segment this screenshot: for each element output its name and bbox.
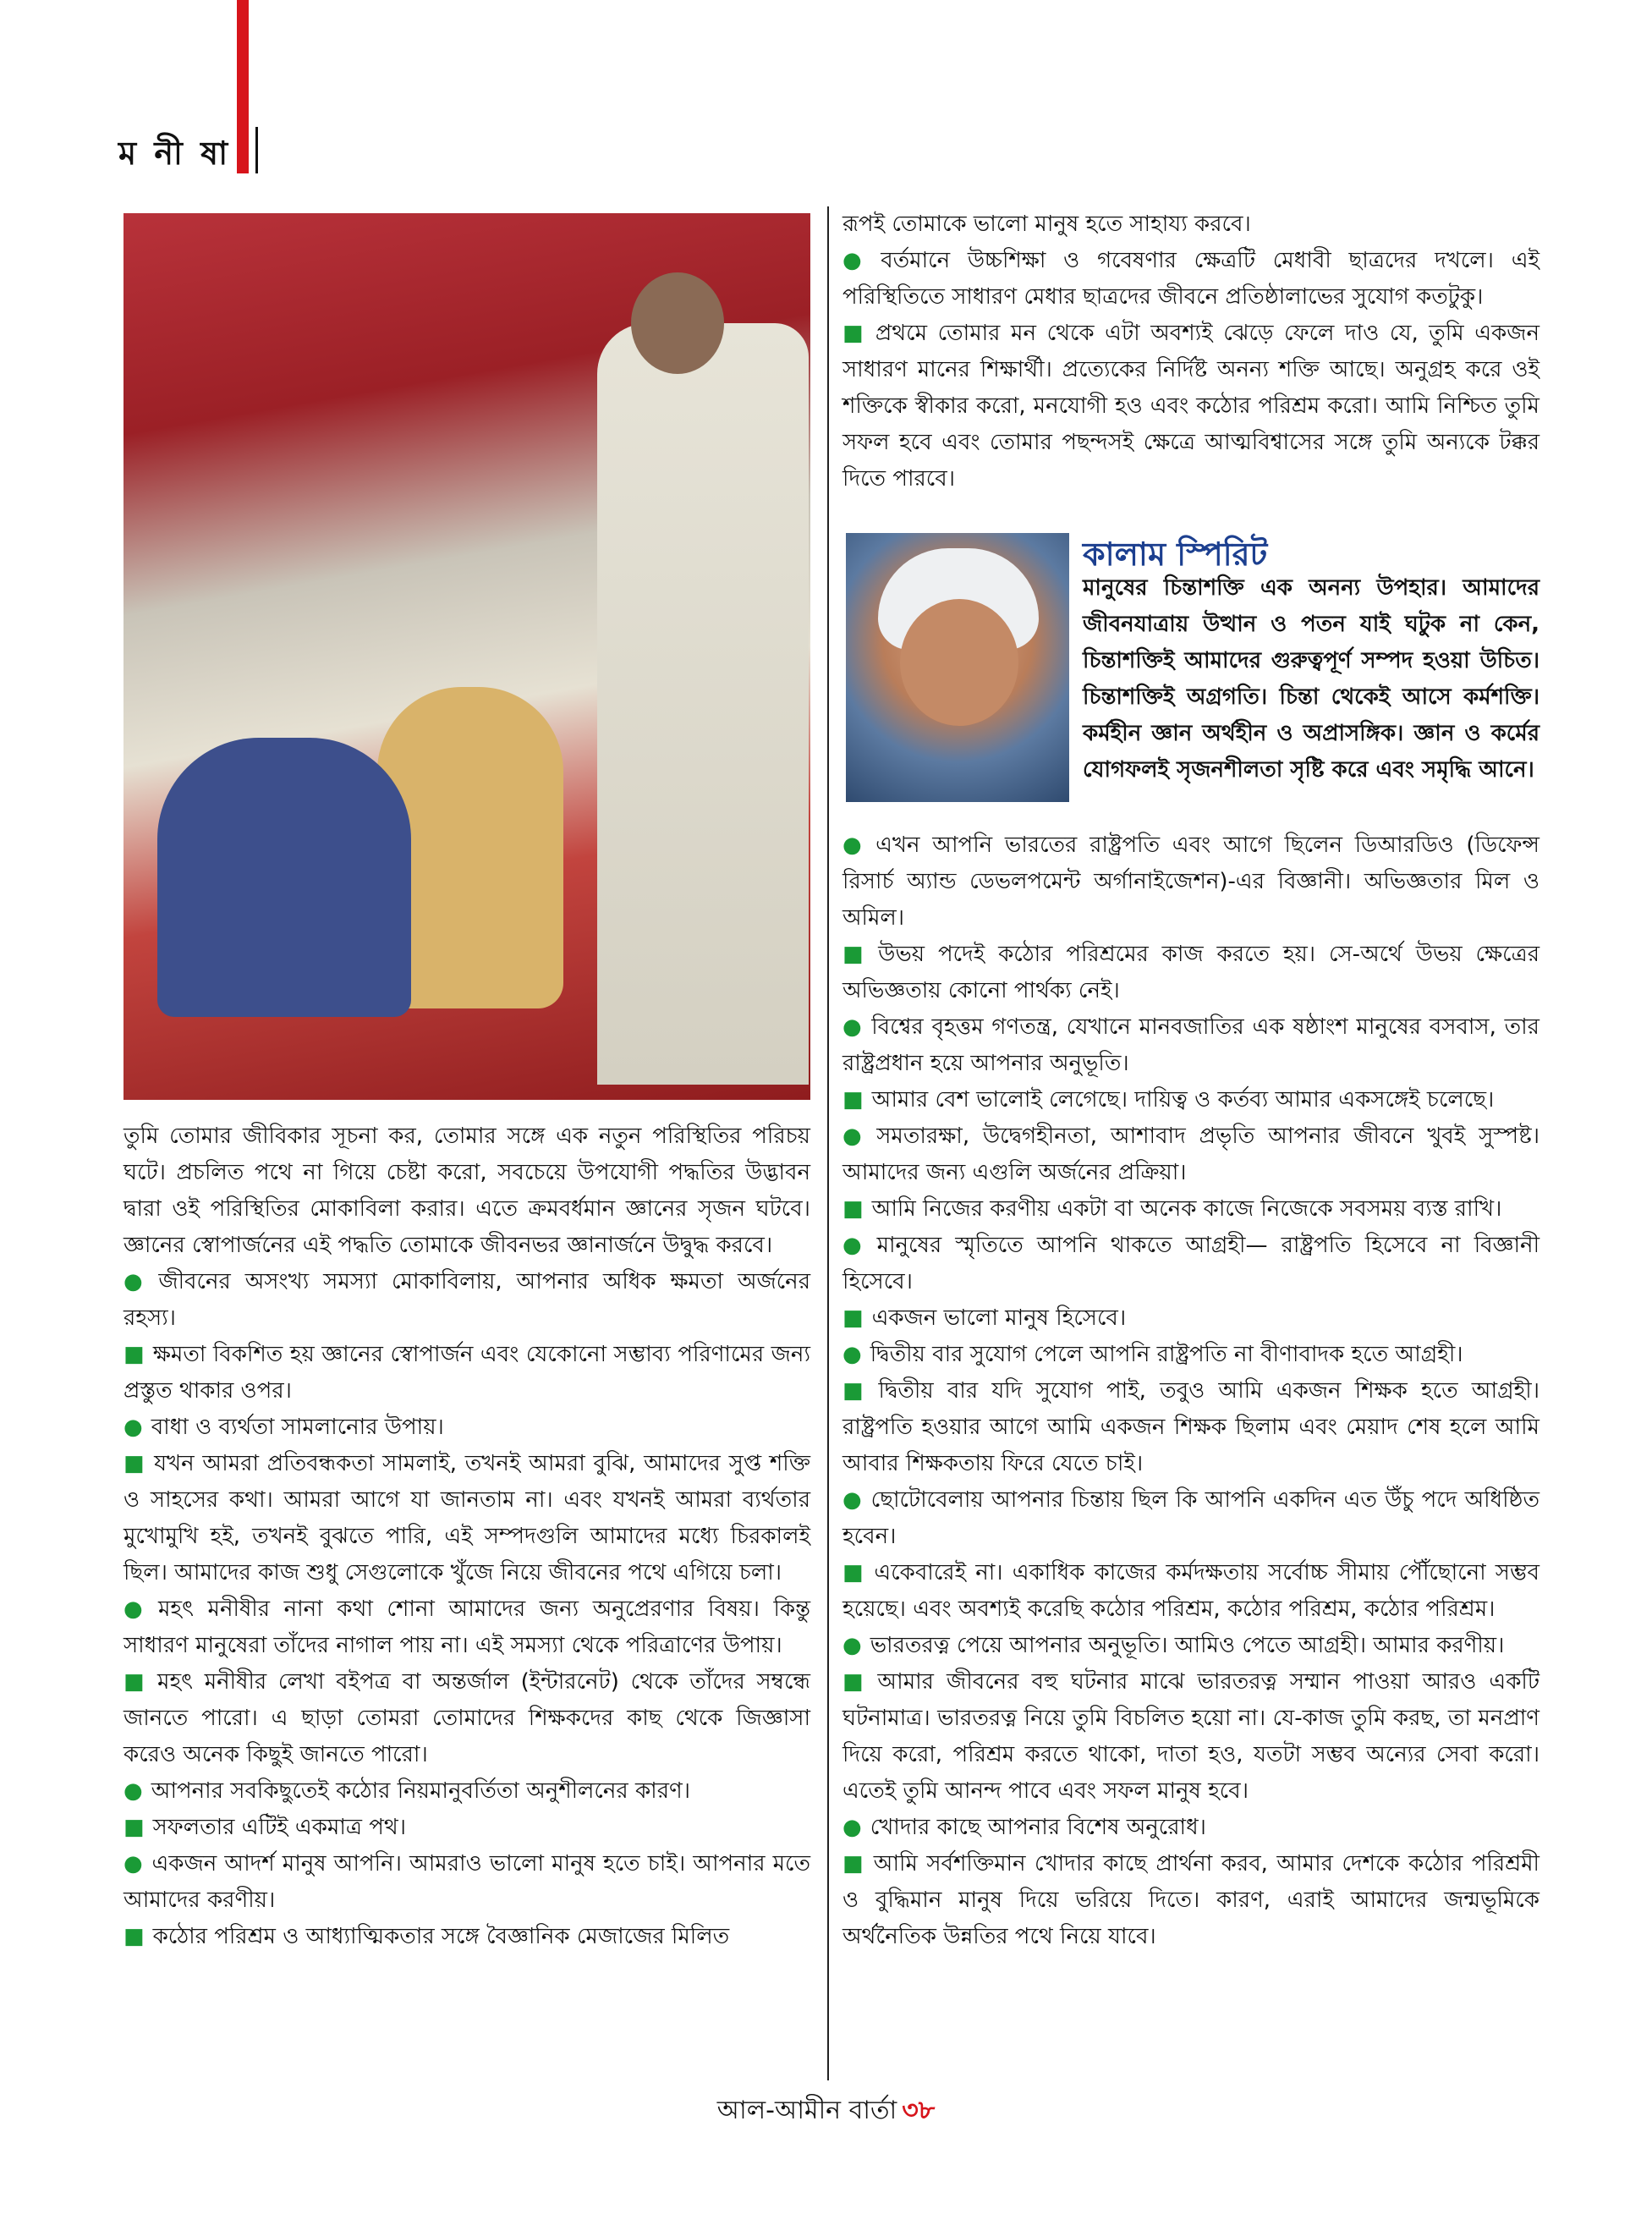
- question-paragraph: ● সমতারক্ষা, উদ্বেগহীনতা, আশাবাদ প্রভৃতি আপনার জীবনে খুবই সুস্পষ্ট। আমাদের জন্য এগুলি অর্জনের প্রক্রিয়া।: [842, 1118, 1539, 1191]
- question-paragraph: ● আপনার সবকিছুতেই কঠোর নিয়মানুবর্তিতা অনুশীলনের কারণ।: [123, 1773, 810, 1810]
- page-footer: [0, 2090, 1652, 2133]
- kalam-spirit-box: [846, 533, 1539, 812]
- page-number: ৩৮: [902, 2096, 936, 2125]
- answer-paragraph: ■ একেবারেই না। একাধিক কাজের কর্মদক্ষতায় সর্বোচ্চ সীমায় পৌঁছোনো সম্ভব হয়েছে। এবং অবশ্যই করেছি কঠোর পরিশ্রম, কঠোর পরিশ্রম, কঠোর পরিশ্রম।: [842, 1555, 1539, 1628]
- kalam-portrait: [846, 533, 1069, 802]
- text-paragraph: তুমি তোমার জীবিকার সূচনা কর, তোমার সঙ্গে এক নতুন পরিস্থিতির পরিচয় ঘটে। প্রচলিত পথে না গিয়ে চেষ্টা করো, সবচেয়ে উপযোগী পদ্ধতির উদ্ভাবন দ্বারা ওই পরিস্থিতির মোকাবিলা করার। এতে ক্রমবর্ধমান জ্ঞানের সৃজন ঘটবে। জ্ঞানের স্বোপার্জনের এই পদ্ধতি তোমাকে জীবনভর জ্ঞানার্জনে উদ্বুদ্ধ করবে।: [123, 1124, 810, 1258]
- question-paragraph: ● একজন আদর্শ মানুষ আপনি। আমরাও ভালো মানুষ হতে চাই। আপনার মতে আমাদের করণীয়।: [123, 1846, 810, 1919]
- question-paragraph: ● বর্তমানে উচ্চশিক্ষা ও গবেষণার ক্ষেত্রটি মেধাবী ছাত্রদের দখলে। এই পরিস্থিতিতে সাধারণ মেধার ছাত্রদের জীবনে প্রতিষ্ঠালাভের সুযোগ কতটুকু।: [842, 243, 1539, 316]
- answer-paragraph: ■ আমি সর্বশক্তিমান খোদার কাছে প্রার্থনা করব, আমার দেশকে কঠোর পরিশ্রমী ও বুদ্ধিমান মানুষ দিয়ে ভরিয়ে দিতে। কারণ, এরাই আমাদের জন্মভূমিকে অর্থনৈতিক উন্নতির পথে নিয়ে যাবে।: [842, 1846, 1539, 1955]
- spirit-title: কালাম স্পিরিট: [1083, 536, 1268, 573]
- answer-paragraph: ■ সফলতার এটিই একমাত্র পথ।: [123, 1810, 810, 1846]
- answer-paragraph: ■ দ্বিতীয় বার যদি সুযোগ পাই, তবুও আমি একজন শিক্ষক হতে আগ্রহী। রাষ্ট্রপতি হওয়ার আগে আমি একজন শিক্ষক ছিলাম এবং মেয়াদ শেষ হলে আমি আবার শিক্ষকতায় ফিরে যেতে চাই।: [842, 1373, 1539, 1482]
- section-title: ম নী ষা: [118, 135, 232, 172]
- question-paragraph: ● এখন আপনি ভারতের রাষ্ট্রপতি এবং আগে ছিলেন ডিআরডিও (ডিফেন্স রিসার্চ অ্যান্ড ডেভলপমেন্ট অর্গানাইজেশন)-এর বিজ্ঞানী। অভিজ্ঞতার মিল ও অমিল।: [842, 827, 1539, 937]
- question-paragraph: ● ভারতরত্ন পেয়ে আপনার অনুভূতি। আমিও পেতে আগ্রহী। আমার করণীয়।: [842, 1628, 1539, 1664]
- answer-paragraph: ■ আমার বেশ ভালোই লেগেছে। দায়িত্ব ও কর্তব্য আমার একসঙ্গেই চলেছে।: [842, 1082, 1539, 1118]
- column-divider: [827, 206, 829, 2080]
- publication-name: আল-আমীন বার্তা: [716, 2096, 897, 2125]
- right-column-bottom: [842, 827, 1539, 1955]
- red-accent-bar: [237, 0, 249, 173]
- question-paragraph: ● বিশ্বের বৃহত্তম গণতন্ত্র, যেখানে মানবজাতির এক ষষ্ঠাংশ মানুষের বসবাস, তার রাষ্ট্রপ্রধান হয়ে আপনার অনুভূতি।: [842, 1009, 1539, 1082]
- answer-paragraph: ■ একজন ভালো মানুষ হিসেবে।: [842, 1300, 1539, 1337]
- left-column: [123, 1118, 810, 1955]
- answer-paragraph: ■ আমি নিজের করণীয় একটা বা অনেক কাজে নিজেকে সবসময় ব্যস্ত রাখি।: [842, 1191, 1539, 1228]
- answer-paragraph: ■ মহৎ মনীষীর লেখা বইপত্র বা অন্তর্জাল (ইন্টারনেট) থেকে তাঁদের সম্বন্ধে জানতে পারো। এ ছাড়া তোমরা তোমাদের শিক্ষকদের কাছ থেকে জিজ্ঞাসা করেও অনেক কিছুই জানতে পারো।: [123, 1664, 810, 1773]
- right-column-top: [842, 206, 1539, 497]
- answer-paragraph: ■ উভয় পদেই কঠোর পরিশ্রমের কাজ করতে হয়। সে-অর্থে উভয় ক্ষেত্রের অভিজ্ঞতায় কোনো পার্থক্য নেই।: [842, 937, 1539, 1009]
- question-paragraph: ● খোদার কাছে আপনার বিশেষ অনুরোধ।: [842, 1810, 1539, 1846]
- question-paragraph: ● দ্বিতীয় বার সুযোগ পেলে আপনি রাষ্ট্রপতি না বীণাবাদক হতে আগ্রহী।: [842, 1337, 1539, 1373]
- question-paragraph: ● মানুষের স্মৃতিতে আপনি থাকতে আগ্রহী— রাষ্ট্রপতি হিসেবে না বিজ্ঞানী হিসেবে।: [842, 1228, 1539, 1300]
- answer-paragraph: ■ প্রথমে তোমার মন থেকে এটা অবশ্যই ঝেড়ে ফেলে দাও যে, তুমি একজন সাধারণ মানের শিক্ষার্থী। প্রত্যেকের নির্দিষ্ট অনন্য শক্তি আছে। অনুগ্রহ করে ওই শক্তিকে স্বীকার করো, মনযোগী হও এবং কঠোর পরিশ্রম করো। আমি নিশ্চিত তুমি সফল হবে এবং তোমার পছন্দসই ক্ষেত্রে আত্মবিশ্বাসের সঙ্গে তুমি অন্যকে টক্কর দিতে পারবে।: [842, 316, 1539, 497]
- question-paragraph: ● মহৎ মনীষীর নানা কথা শোনা আমাদের জন্য অনুপ্রেরণার বিষয়। কিন্তু সাধারণ মানুষেরা তাঁদের নাগাল পায় না। এই সমস্যা থেকে পরিত্রাণের উপায়।: [123, 1591, 810, 1664]
- answer-paragraph: ■ যখন আমরা প্রতিবন্ধকতা সামলাই, তখনই আমরা বুঝি, আমাদের সুপ্ত শক্তি ও সাহসের কথা। আমরা আগে যা জানতাম না। এবং যখনই আমরা ব্যর্থতার মুখোমুখি হই, তখনই বুঝতে পারি, এই সম্পদগুলি আমাদের মধ্যে চিরকালই ছিল। আমাদের কাজ শুধু সেগুলোকে খুঁজে নিয়ে জীবনের পথে এগিয়ে চলা।: [123, 1446, 810, 1591]
- question-paragraph: ● ছোটোবেলায় আপনার চিন্তায় ছিল কি আপনি একদিন এত উঁচু পদে অধিষ্ঠিত হবেন।: [842, 1482, 1539, 1555]
- black-accent-bar: [255, 127, 258, 173]
- answer-paragraph: ■ ক্ষমতা বিকশিত হয় জ্ঞানের স্বোপার্জন এবং যেকোনো সম্ভাব্য পরিণামের জন্য প্রস্তুত থাকার ওপর।: [123, 1337, 810, 1409]
- event-photo: [123, 213, 810, 1100]
- question-paragraph: ● জীবনের অসংখ্য সমস্যা মোকাবিলায়, আপনার অধিক ক্ষমতা অর্জনের রহস্য।: [123, 1264, 810, 1337]
- question-paragraph: ● বাধা ও ব্যর্থতা সামলানোর উপায়।: [123, 1409, 810, 1446]
- answer-paragraph: ■ আমার জীবনের বহু ঘটনার মাঝে ভারতরত্ন সম্মান পাওয়া আরও একটি ঘটনামাত্র। ভারতরত্ন নিয়ে তুমি বিচলিত হয়ো না। যে-কাজ তুমি করছ, তা মনপ্রাণ দিয়ে করো, পরিশ্রম করতে থাকো, দাতা হও, যতটা সম্ভব অন্যের সেবা করো। এতেই তুমি আনন্দ পাবে এবং সফল মানুষ হবে।: [842, 1664, 1539, 1810]
- answer-paragraph: ■ কঠোর পরিশ্রম ও আধ্যাত্মিকতার সঙ্গে বৈজ্ঞানিক মেজাজের মিলিত: [123, 1919, 810, 1955]
- text-paragraph: রূপই তোমাকে ভালো মানুষ হতে সাহায্য করবে।: [842, 212, 1251, 237]
- spirit-text: মানুষের চিন্তাশক্তি এক অনন্য উপহার। আমাদের জীবনযাত্রায় উত্থান ও পতন যাই ঘটুক না কেন, চিন্তাশক্তিই আমাদের গুরুত্বপূর্ণ সম্পদ হওয়া উচিত। চিন্তাশক্তিই অগ্রগতি। চিন্তা থেকেই আসে কর্মশক্তি। কর্মহীন জ্ঞান অর্থহীন ও অপ্রাসঙ্গিক। জ্ঞান ও কর্মের যোগফলই সৃজনশীলতা সৃষ্টি করে এবং সমৃদ্ধি আনে।: [1083, 575, 1539, 783]
